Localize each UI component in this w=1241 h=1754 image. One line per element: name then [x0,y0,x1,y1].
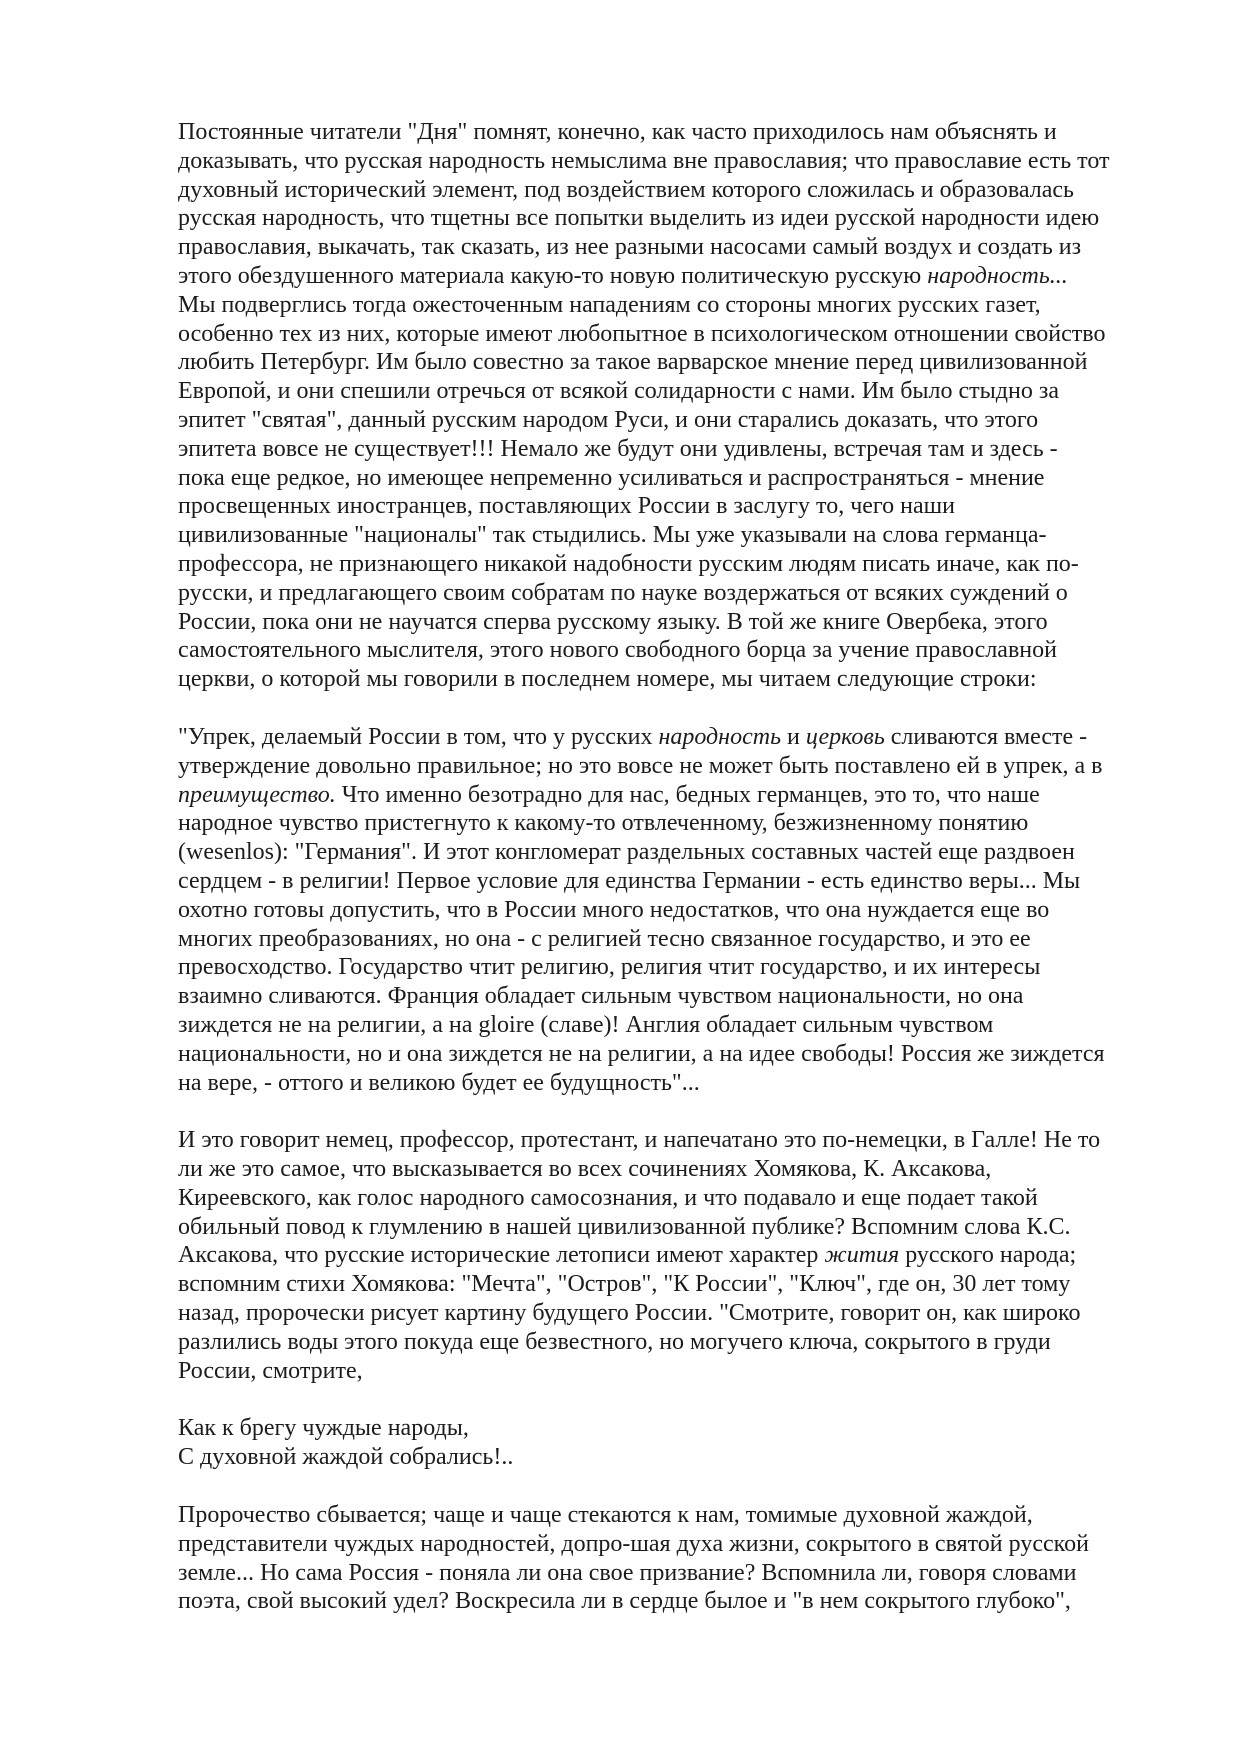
text-line [178,118,1168,147]
text-segment: самостоятельного мыслителя, этого нового свободного борца за учение православной [178,637,1057,664]
text-segment: на вере, - оттого и великою будет ее будущность"... [178,1069,700,1096]
text-segment: превосходство. Государство чтит религию, религия чтит государство, и их интересы [178,954,1041,981]
text-segment: разлились воды этого покуда еще безвестного, но могучего ключа, сокрытого в груди [178,1328,1051,1355]
text-line [178,1184,1168,1213]
text-line [178,1328,1168,1357]
text-line [178,1587,1168,1616]
paragraph [178,723,1168,1097]
text-segment: Аксакова, что русские исторические летописи имеют характер [178,1242,825,1269]
text-line [178,781,1168,810]
text-segment: поэта, свой высокий удел? Воскресила ли в сердце былое и "в нем сокрытого глубоко", [178,1588,1071,1615]
text-line [178,1155,1168,1184]
text-line [178,435,1168,464]
italic-text: жития [824,1242,900,1269]
text-segment: Что именно безотрадно для нас, бедных германцев, это то, что наше [335,781,1040,808]
text-segment: сердцем - в религии! Первое условие для единства Германии - есть единство веры... Мы [178,867,1081,894]
text-segment: цивилизованные "националы" так стыдились. Мы уже указывали на слова германца- [178,522,1047,549]
text-line [178,1069,1168,1098]
text-segment: доказывать, что русская народность немыслима вне православия; что православие есть тот [178,147,1110,174]
text-segment: православия, выкачать, так сказать, из нее разными насосами самый воздух и создать из [178,234,1082,261]
text-segment: духовный исторический элемент, под воздействием которого сложилась и образовалась [178,176,1074,203]
italic-text: церковь [805,723,885,750]
text-line [178,492,1168,521]
text-line [178,752,1168,781]
italic-text: преимущество. [178,781,336,808]
text-line [178,838,1168,867]
text-segment: этого обездушенного материала какую-то новую политическую русскую [178,262,928,289]
paragraph [178,1501,1168,1616]
text-line [178,1270,1168,1299]
text-segment: национальности, но и она зиждется не на религии, а на идее свободы! Россия же зиждется [178,1040,1105,1067]
text-segment: русски, и предлагающего своим собратам по науке воздержаться от всяких суждений о [178,579,1068,606]
text-segment: (wesenlos): "Германия". И этот конгломерат раздельных составных частей еще раздвоен [178,839,1075,866]
text-segment: "Упрек, делаемый России в том, что у русских [178,723,659,750]
paragraph [178,118,1168,694]
text-line [178,982,1168,1011]
text-segment: России, пока они не научатся сперва русскому языку. В той же книге Овербека, этого [178,608,1048,635]
text-line [178,291,1168,320]
paragraph [178,1414,1168,1472]
text-segment: эпитет "святая", данный русским народом Руси, и они старались доказать, что этого [178,406,1039,433]
text-segment: Мы подверглись тогда ожесточенным нападениям со стороны многих русских газет, [178,291,1041,318]
text-segment: Постоянные читатели "Дня" помнят, конечно, как часто приходилось нам объяснять и [178,119,1057,145]
text-segment: назад, пророчески рисует картину будущего России. "Смотрите, говорит он, как широко [178,1300,1081,1327]
italic-text: народность [658,723,781,750]
text-line [178,464,1168,493]
text-segment: И это говорит немец, профессор, протестант, и напечатано это по-немецки, в Галле! Не то [178,1127,1101,1154]
text-line [178,636,1168,665]
text-segment: любить Петербург. Им было совестно за такое варварское мнение перед цивилизованной [178,349,1088,376]
text-line [178,1241,1168,1270]
text-line [178,953,1168,982]
document-page [178,118,1168,1616]
text-segment: русского народа; [899,1242,1077,1269]
text-line [178,320,1168,349]
text-line [178,147,1168,176]
text-line [178,406,1168,435]
text-line [178,1213,1168,1242]
text-line [178,1299,1168,1328]
text-line [178,608,1168,637]
text-line [178,1011,1168,1040]
text-line [178,579,1168,608]
text-segment: вспомним стихи Хомякова: "Мечта", "Остров", "К России", "Ключ", где он, 30 лет тому [178,1271,1071,1298]
text-line [178,1443,1168,1472]
text-line [178,1530,1168,1559]
text-segment: зиждется не на религии, а на gloire (славе)! Англия обладает сильным чувством [178,1011,994,1038]
text-line [178,809,1168,838]
text-segment: профессора, не признающего никакой надобности русским людям писать иначе, как по- [178,550,1079,577]
text-line [178,204,1168,233]
text-segment: эпитета вовсе не существует!!! Немало же будут они удивлены, встречая там и здесь - [178,435,1058,462]
text-line [178,262,1168,291]
text-segment: представители чуждых народностей, допро-шая духа жизни, сокрытого в святой русской [178,1530,1089,1557]
text-segment: церкви, о которой мы говорили в последнем номере, мы читаем следующие строки: [178,666,1037,693]
text-line [178,521,1168,550]
text-segment: земле... Но сама Россия - поняла ли она свое призвание? Вспомнила ли, говоря словами [178,1559,1077,1586]
text-line [178,1357,1168,1386]
text-line [178,550,1168,579]
text-segment: пока еще редкое, но имеющее непременно усиливаться и распространяться - мнение [178,464,1045,491]
text-line [178,1414,1168,1443]
text-segment: Европой, и они спешили отречься от всякой солидарности с нами. Им было стыдно за [178,378,1059,405]
text-segment: утверждение довольно правильное; но это вовсе не может быть поставлено ей в упрек, а в [178,752,1103,779]
text-line [178,176,1168,205]
text-line [178,723,1168,752]
text-line [178,867,1168,896]
text-segment: Как к брегу чуждые народы, [178,1415,469,1442]
text-line [178,896,1168,925]
text-segment: обильный повод к глумлению в нашей цивилизованной публике? Вспомним слова К.С. [178,1213,1071,1240]
text-line [178,925,1168,954]
text-segment: и [781,723,806,750]
text-line [178,1126,1168,1155]
text-line [178,348,1168,377]
text-segment: сливаются вместе - [884,723,1088,750]
text-segment: просвещенных иностранцев, поставляющих России в заслугу то, чего наши [178,493,955,520]
text-line [178,665,1168,694]
text-segment: особенно тех из них, которые имеют любопытное в психологическом отношении свойство [178,320,1106,347]
text-line [178,1040,1168,1069]
italic-text: народность... [927,262,1068,289]
text-line [178,1501,1168,1530]
paragraph [178,1126,1168,1385]
text-segment: С духовной жаждой собрались!.. [178,1444,514,1471]
text-segment: ли же это самое, что высказывается во всех сочинениях Хомякова, К. Аксакова, [178,1156,992,1183]
text-segment: русская народность, что тщетны все попытки выделить из идеи русской народности идею [178,205,1100,232]
text-line [178,233,1168,262]
text-segment: взаимно сливаются. Франция обладает сильным чувством национальности, но она [178,983,1024,1010]
text-segment: Киреевского, как голос народного самосознания, и что подавало и еще подает такой [178,1184,1038,1211]
text-segment: России, смотрите, [178,1357,363,1384]
text-segment: Пророчество сбывается; чаще и чаще стекаются к нам, томимые духовной жаждой, [178,1502,1033,1529]
text-segment: охотно готовы допустить, что в России много недостатков, что она нуждается еще во [178,896,1050,923]
text-segment: многих преобразованиях, но она - с религией тесно связанное государство, и это ее [178,925,1031,952]
text-segment: народное чувство пристегнуто к какому-то отвлеченному, безжизненному понятию [178,810,1029,837]
text-line [178,377,1168,406]
text-line [178,1559,1168,1588]
